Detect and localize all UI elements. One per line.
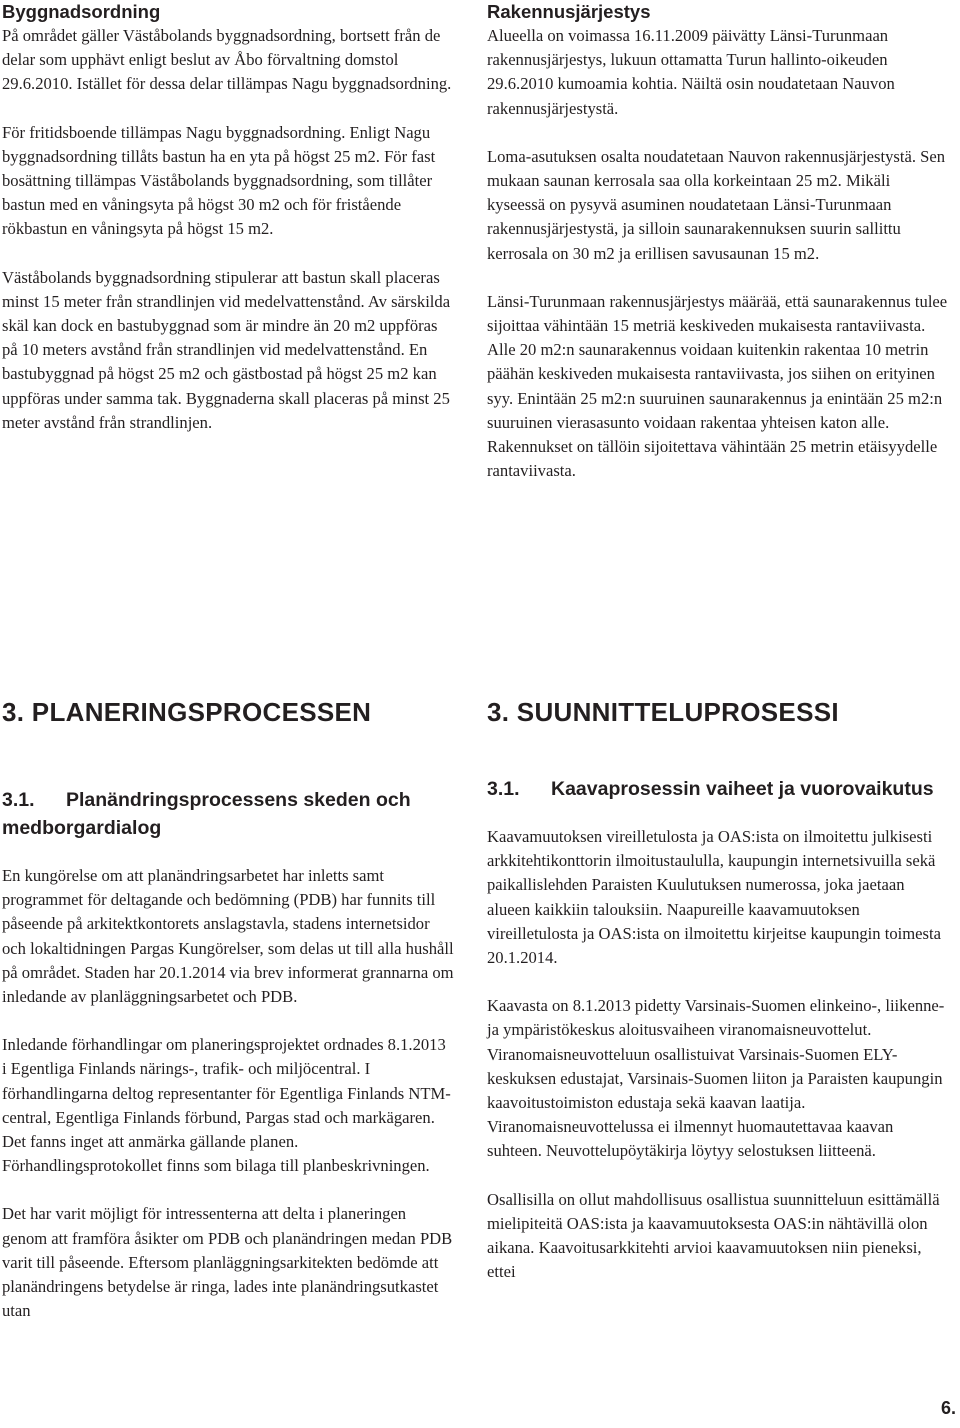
- subsection-title: Kaavaprosessin vaiheet ja vuorovaikutus: [551, 778, 934, 800]
- paragraph: Osallisilla on ollut mahdollisuus osallistua suunnitteluun esittämällä mielipiteitä OAS:ista ja kaavamuutoksesta OAS:in nähtävillä olon aikana. Kaavoitusarkkitehti arvioi kaavamuutoksen niin pieneksi, ettei: [487, 1189, 940, 1282]
- section-title-swedish: 3. PLANERINGSPROCESSEN: [2, 697, 372, 727]
- paragraph: På området gäller Väståbolands byggnadsordning, bortsett från de delar som upphävt enligt beslut av Åbo förvaltning domstol 29.6.2010. Istället för dessa delar tillämpas Nagu byggnadsordning.: [2, 26, 452, 94]
- paragraph: Alueella on voimassa 16.11.2009 päivätty Länsi-Turunmaan rakennusjärjestys, lukuun ottamatta Turun hallinto-oikeuden 29.6.2010 kumoamia kohtia. Näiltä osin noudatetaan Nauvon rakennusjärjestystä.: [487, 26, 895, 118]
- section-heading: Byggnadsordning: [2, 1, 161, 22]
- paragraph: Kaavasta on 8.1.2013 pidetty Varsinais-Suomen elinkeino-, liikenne- ja ympäristökeskus aloitusvaiheen viranomaisneuvottelut. Viranomaisneuvotteluun osallistuivat Varsinais-Suomen ELY-keskuksen edustajat, Varsinais-Suomen liiton ja Paraisten kaupungin kaavoitustoimiston edustaja sekä kaavan laatija. Viranomaisneuvottelussa ei ilmennyt huomautettavaa kaavan suhteen. Neuvottelupöytäkirja löytyy selostuksen liitteenä.: [487, 996, 945, 1161]
- section-title-finnish: 3. SUUNNITTELUPROSESSI: [487, 697, 839, 727]
- subsection-number: 3.1.: [487, 778, 520, 800]
- subsection-number: 3.1.: [2, 789, 35, 811]
- paragraph: Väståbolands byggnadsordning stipulerar att bastun skall placeras minst 15 meter från strandlinjen vid medelvattenstånd. Av särskilda skäl kan dock en bastubyggnad som är mindre än 20 m2 uppföras på 10 meters avstånd från strandlinjen vid medelvattenstånd. En bastubyggnad på högst 25 m2 och gästbostad på högst 25 m2 kan uppföras under samma tak. Byggnaderna skall placeras på minst 25 meter avstånd från strandlinjen.: [2, 267, 451, 432]
- paragraph: Länsi-Turunmaan rakennusjärjestys määrää, että saunarakennus tulee sijoittaa vähintään 15 metriä keskiveden mukaisesta rantaviivasta. Alle 20 m2:n saunarakennus voidaan kuitenkin rakentaa 10 metrin päähän keskiveden mukaisesta rantaviivasta, jos siihen on erityinen syy. Enintään 25 m2:n suuruinen saunarakennus ja enintään 25 m2:n suuruinen vierasasunto voidaan rakentaa yhteisen katon alle. Rakennukset on tällöin sijoitettava vähintään 25 metrin etäisyydelle rantaviivasta.: [487, 291, 948, 481]
- paragraph: Kaavamuutoksen vireilletulosta ja OAS:ista on ilmoitettu julkisesti arkkitehtikonttorin ilmoitustaululla, kaupungin internetsivuilla sekä paikallislehden Paraisten Kuulutuksen numerossa, joka jaetaan alueen kaikkiin talouksiin. Naapureille kaavamuutoksen vireilletulosta ja OAS:ista on ilmoitettu kirjeitse kaupungin toimesta 20.1.2014.: [487, 827, 941, 968]
- finnish-planning-process: [487, 775, 949, 1284]
- paragraph: Inledande förhandlingar om planeringsprojektet ordnades 8.1.2013 i Egentliga Finlands närings-, trafik- och miljöcentral. I förhandlingarna deltog representanter för Egentliga Finlands NTM-central, Egentliga Finlands förbund, Pargas stad och markägaren. Det fanns inget att anmärka gällande planen. Förhandlingsprotokollet finns som bilaga till planbeskrivningen.: [2, 1035, 451, 1176]
- paragraph: Loma-asutuksen osalta noudatetaan Nauvon rakennusjärjestystä. Sen mukaan saunan kerrosala saa olla korkeintaan 25 m2. Mikäli kyseessä on pysyvä asuminen noudatetaan Länsi-Turunmaan rakennusjärjestystä, ja silloin saunarakennuksen suurin sallittu kerrosala on 30 m2 ja erillisen savusaunan 15 m2.: [487, 146, 946, 263]
- finnish-building-code-section: [487, 0, 949, 483]
- swedish-building-code-section: [2, 0, 454, 435]
- paragraph: För fritidsboende tillämpas Nagu byggnadsordning. Enligt Nagu byggnadsordning tillåts bastun ha en yta på högst 25 m2. För fast bosättning tillämpas Väståbolands byggnadsordning, som tillåter bastun med en våningsyta på högst 30 m2 och för fristående rökbastun en våningsyta på högst 15 m2.: [2, 122, 436, 239]
- subsection-title: Planändringsprocessens skeden och medborgardialog: [2, 789, 411, 839]
- subsection-heading: [2, 786, 454, 842]
- swedish-planning-process: [2, 786, 454, 1323]
- page-number: 6.: [940, 1398, 956, 1418]
- section-heading: Rakennusjärjestys: [487, 1, 651, 22]
- paragraph: En kungörelse om att planändringsarbetet har inletts samt programmet för deltagande och bedömning (PDB) har funnits till påseende på arkitektkontorets anslagstavla, stadens internetsidor och lokaltidningen Pargas Kungörelser, som delas ut till alla hushåll på området. Staden har 20.1.2014 via brev informerat grannarna om inledande av planläggningsarbetet och PDB.: [2, 866, 454, 1007]
- paragraph: Det har varit möjligt för intressenterna att delta i planeringen genom att framföra åsikter om PDB och planändringen medan PDB varit till påseende. Eftersom planläggningsarkitekten bedömde att planändringens betydelse är ringa, lades inte planändringsutkastet utan: [2, 1204, 453, 1321]
- subsection-heading: [487, 775, 949, 803]
